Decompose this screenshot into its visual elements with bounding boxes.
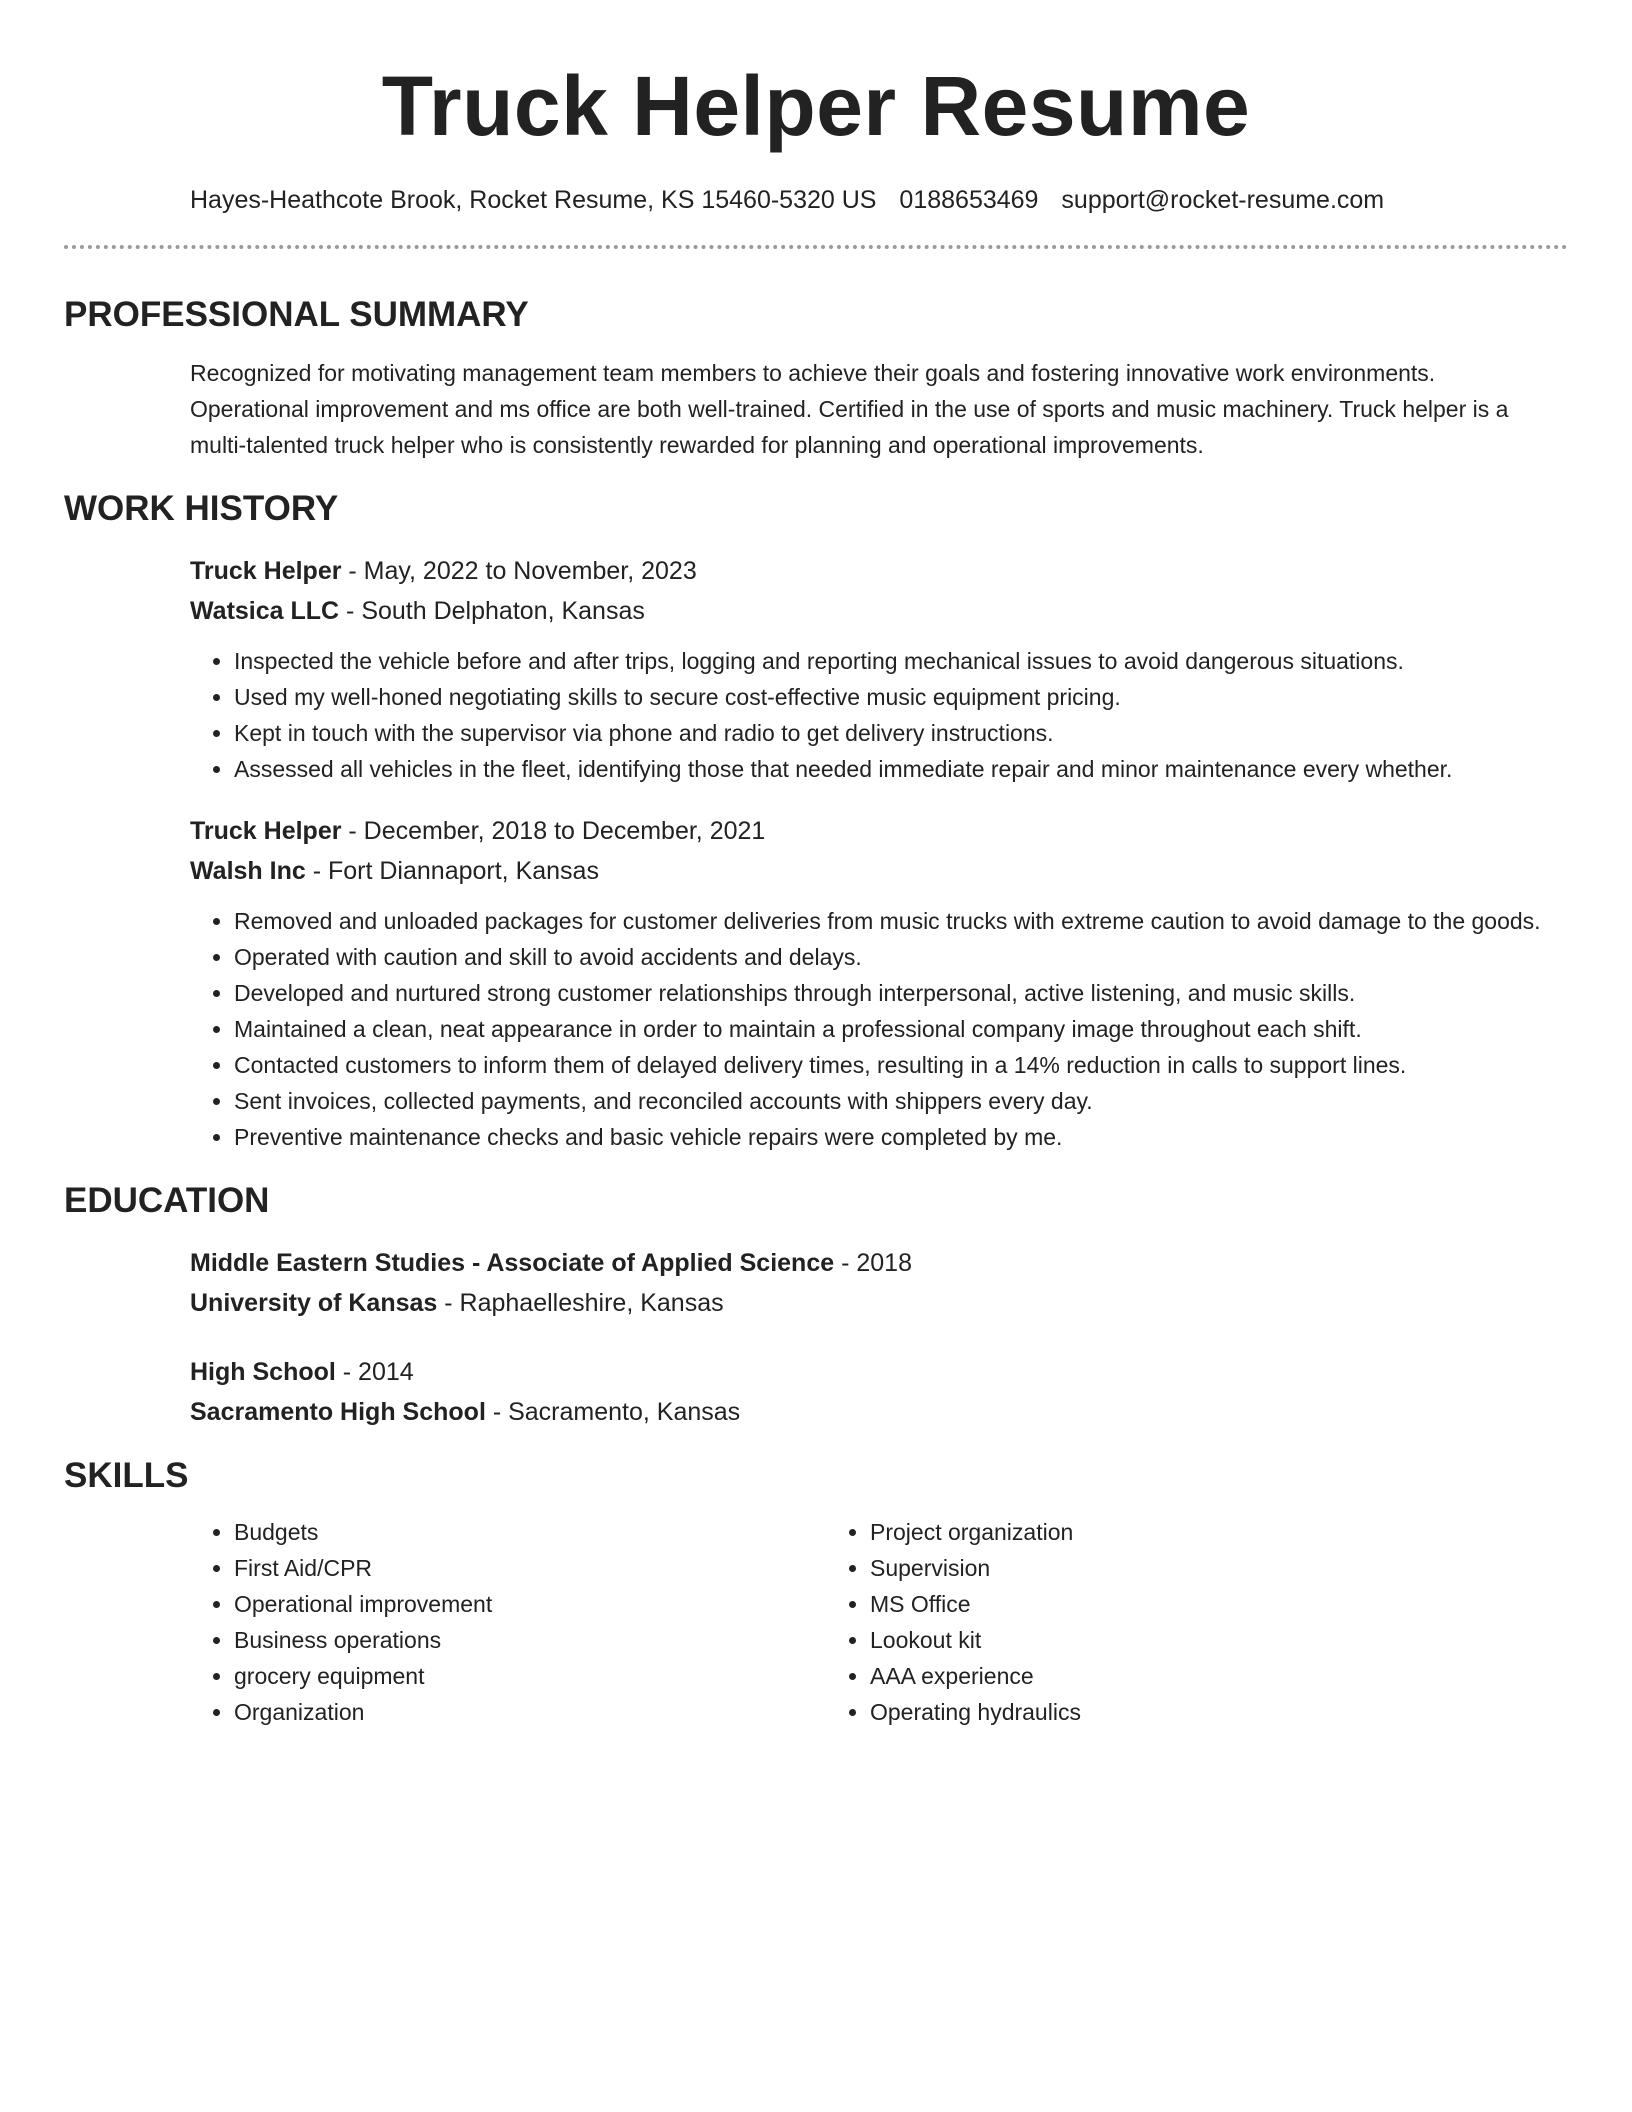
job-company: Walsh Inc [190, 857, 306, 885]
skill-item: • Supervision [870, 1550, 1462, 1586]
job-dates: - December, 2018 to December, 2021 [341, 817, 766, 845]
school-location: - Sacramento, Kansas [485, 1398, 741, 1426]
school-name: Sacramento High School [190, 1398, 486, 1426]
job-location: - South Delphaton, Kansas [339, 597, 645, 625]
education-heading: EDUCATION [64, 1181, 270, 1220]
degree-name: High School [190, 1358, 336, 1386]
skills-column-left [190, 1514, 826, 1730]
skill-item: • Business operations [234, 1622, 826, 1658]
skill-item: • MS Office [870, 1586, 1462, 1622]
skill-item: • Organization [234, 1694, 826, 1730]
job-entry-1 [64, 551, 1568, 787]
summary-heading: PROFESSIONAL SUMMARY [64, 295, 529, 334]
skills-list [64, 1514, 1568, 1730]
skill-item: • AAA experience [870, 1658, 1462, 1694]
education-entry-2 [64, 1352, 1568, 1432]
header-divider [64, 245, 1568, 249]
list-item: • Developed and nurtured strong customer relationships through interpersonal, active listening, and music skills. [234, 975, 1568, 1011]
job-company-line [190, 851, 1568, 891]
job-entry-2 [64, 811, 1568, 1155]
job-title: Truck Helper [190, 557, 342, 585]
list-item: • Inspected the vehicle before and after trips, logging and reporting mechanical issues to avoid dangerous situations. [234, 643, 1568, 679]
skills-heading: SKILLS [64, 1456, 189, 1495]
list-item: • Removed and unloaded packages for customer deliveries from music trucks with extreme caution to avoid damage to the goods. [234, 903, 1568, 939]
list-item: • Operated with caution and skill to avoid accidents and delays. [234, 939, 1568, 975]
degree-name: Middle Eastern Studies - Associate of Applied Science [190, 1249, 835, 1277]
school-line [190, 1392, 1568, 1432]
resume-page [64, 0, 1568, 1730]
education-entry-1 [64, 1243, 1568, 1323]
resume-title: Truck Helper Resume [381, 59, 1251, 153]
job-dates: - May, 2022 to November, 2023 [341, 557, 697, 585]
skill-item: • Project organization [870, 1514, 1462, 1550]
list-item: • Maintained a clean, neat appearance in order to maintain a professional company image throughout each shift. [234, 1011, 1568, 1047]
list-item: • Contacted customers to inform them of delayed delivery times, resulting in a 14% reduction in calls to support lines. [234, 1047, 1568, 1083]
work-heading: WORK HISTORY [64, 489, 339, 528]
skill-item: • grocery equipment [234, 1658, 826, 1694]
contact-phone: 0188653469 [899, 186, 1039, 214]
skill-item: • Lookout kit [870, 1622, 1462, 1658]
job-title-line [190, 811, 1568, 851]
school-location: - Raphaelleshire, Kansas [437, 1289, 724, 1317]
skill-item: • Budgets [234, 1514, 826, 1550]
skills-column-right [826, 1514, 1462, 1730]
degree-line [190, 1243, 1568, 1283]
job-company: Watsica LLC [190, 597, 340, 625]
job-title: Truck Helper [190, 817, 342, 845]
list-item: • Sent invoices, collected payments, and reconciled accounts with shippers every day. [234, 1083, 1568, 1119]
skill-item: • Operating hydraulics [870, 1694, 1462, 1730]
job-company-line [190, 591, 1568, 631]
list-item: • Preventive maintenance checks and basic vehicle repairs were completed by me. [234, 1119, 1568, 1155]
job-bullets [190, 903, 1568, 1155]
skill-item: • First Aid/CPR [234, 1550, 826, 1586]
contact-email: support@rocket-resume.com [1061, 186, 1385, 214]
list-item: • Assessed all vehicles in the fleet, identifying those that needed immediate repair and minor maintenance every whether. [234, 751, 1568, 787]
skill-item: • Operational improvement [234, 1586, 826, 1622]
degree-line [190, 1352, 1568, 1392]
job-bullets [190, 643, 1568, 787]
school-name: University of Kansas [190, 1289, 438, 1317]
summary-text: Recognized for motivating management team members to achieve their goals and fostering innovative work environments. Operational improvement and ms office are both well-trained. Certified in the use of sports and music machinery. Truck helper is a multi-talented truck helper who is consistently rewarded for planning and operational improvements. [190, 360, 1509, 458]
job-title-line [190, 551, 1568, 591]
degree-year: - 2014 [335, 1358, 414, 1386]
contact-address: Hayes-Heathcote Brook, Rocket Resume, KS 15460-5320 US [190, 186, 877, 214]
degree-year: - 2018 [834, 1249, 912, 1277]
contact-line [64, 184, 1568, 216]
list-item: • Used my well-honed negotiating skills to secure cost-effective music equipment pricing. [234, 679, 1568, 715]
job-location: - Fort Diannaport, Kansas [305, 857, 599, 885]
school-line [190, 1283, 1568, 1323]
summary-section [64, 355, 1568, 463]
list-item: • Kept in touch with the supervisor via phone and radio to get delivery instructions. [234, 715, 1568, 751]
